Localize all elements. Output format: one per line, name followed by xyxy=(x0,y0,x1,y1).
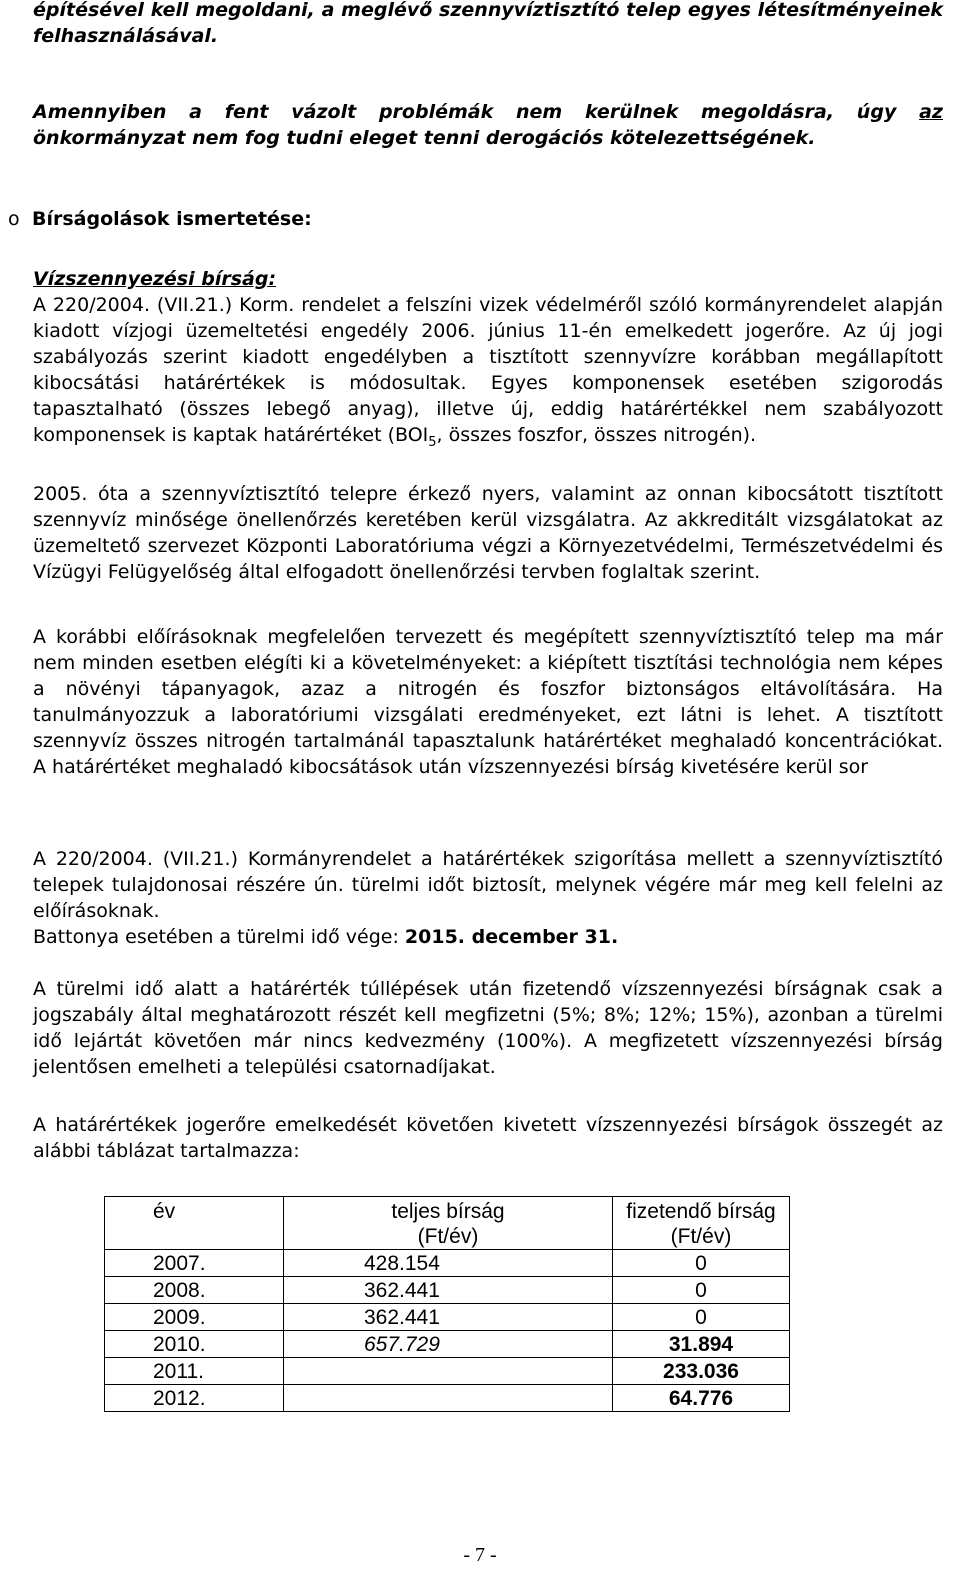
derogation-paragraph xyxy=(33,99,943,151)
cell-year: 2009. xyxy=(105,1304,284,1331)
table-row xyxy=(105,1250,790,1277)
fines-table xyxy=(104,1196,790,1412)
table-row xyxy=(105,1331,790,1358)
subsection-title: Vízszennyezési bírság: xyxy=(33,268,277,290)
table-row xyxy=(105,1385,790,1412)
table-row xyxy=(105,1277,790,1304)
cell-payable: 64.776 xyxy=(613,1385,790,1412)
cell-total xyxy=(284,1358,613,1385)
table-row xyxy=(105,1358,790,1385)
cell-year: 2012. xyxy=(105,1385,284,1412)
cell-payable: 233.036 xyxy=(613,1358,790,1385)
derogation-text-c: önkormányzat nem fog tudni eleget tenni derogációs kötelezettségének. xyxy=(33,127,816,149)
cell-year: 2007. xyxy=(105,1250,284,1277)
deadline-label: Battonya esetében a türelmi idő vége: xyxy=(33,926,405,948)
cell-year: 2011. xyxy=(105,1358,284,1385)
paragraph-monitoring: 2005. óta a szennyvíztisztító telepre érkező nyers, valamint az onnan kibocsátott tisztított szennyvíz minősége önellenőrzés keretében kerül vizsgálatra. Az akkreditált vizsgálatokat az üzemeltető szervezet Központi Laboratóriuma végzi a Környezetvédelmi, Természetvédelmi és Vízügyi Felügyelőség által elfogadott önellenőrzési tervben foglaltak szerint. xyxy=(33,483,943,583)
cell-total: 362.441 xyxy=(284,1277,613,1304)
subscript-five: 5 xyxy=(428,434,437,450)
intro-paragraph xyxy=(33,0,943,49)
cell-payable: 0 xyxy=(613,1250,790,1277)
cell-total: 657.729 xyxy=(284,1331,613,1358)
derogation-text-b: az xyxy=(919,101,943,123)
cell-year: 2010. xyxy=(105,1331,284,1358)
table-header-row xyxy=(105,1197,790,1250)
intro-text: építésével kell megoldani, a meglévő szennyvíztisztító telep egyes létesítményeinek felhasználásával. xyxy=(33,0,943,47)
paragraph-deadline xyxy=(33,924,943,950)
header-year: év xyxy=(105,1197,284,1250)
header-payable-fine: fizetendő bírság (Ft/év) xyxy=(613,1197,790,1250)
paragraph-regulation xyxy=(33,292,943,448)
section-heading xyxy=(8,206,312,232)
paragraph-grace-period: A 220/2004. (VII.21.) Kormányrendelet a határértékek szigorítása mellett a szennyvíztisztító telepek tulajdonosai részére ún. türelmi időt biztosít, melynek végére már meg kell felelni az előírásoknak. xyxy=(33,848,943,922)
derogation-text-a: Amennyiben a fent vázolt problémák nem kerülnek megoldásra, úgy xyxy=(33,101,920,123)
header-total-fine: teljes bírság (Ft/év) xyxy=(284,1197,613,1250)
cell-payable: 0 xyxy=(613,1277,790,1304)
cell-payable: 31.894 xyxy=(613,1331,790,1358)
section-title: Bírságolások ismertetése: xyxy=(32,208,312,230)
deadline-date: 2015. december 31. xyxy=(404,926,619,948)
table-row xyxy=(105,1304,790,1331)
paragraph-technology: A korábbi előírásoknak megfelelően tervezett és megépített szennyvíztisztító telep ma már nem minden esetben elégíti ki a követelményeket: a kiépített tisztítási technológia nem képes a növényi tápanyagok, azaz a nitrogén és foszfor biztonságos eltávolítására. Ha tanulmányozzuk a laboratóriumi vizsgálati eredményeket, ezt látni is lehet. A tisztított szennyvíz összes nitrogén tartalmánál tapasztalunk határértéket meghaladó koncentrációkat. A határértéket meghaladó kibocsátások után vízszennyezési bírság kivetésére kerül sor xyxy=(33,626,943,778)
cell-total xyxy=(284,1385,613,1412)
paragraph-regulation-text: A 220/2004. (VII.21.) Korm. rendelet a felszíni vizek védelméről szóló kormányrendelet alapján kiadott vízjogi üzemeltetési engedély 2006. június 11-én emelkedett jogerőre. Az új jogi szabályozás szerint kiadott engedélyben a tisztított szennyvízre korábban megállapított kibocsátási határértékek is módosultak. Egyes komponensek esetében szigorodás tapasztalható (összes lebegő anyag), illetve új, eddig határértékkel nem szabályozott komponensek is kaptak határértéket (BOI xyxy=(33,294,943,446)
cell-total: 428.154 xyxy=(284,1250,613,1277)
paragraph-fine-discount: A türelmi idő alatt a határérték túllépések után fizetendő vízszennyezési bírságnak csak a jogszabály által meghatározott részét kell megfizetni (5%; 8%; 12%; 15%), azonban a türelmi idő lejártát követően már nincs kedvezmény (100%). A megfizetett vízszennyezési bírság jelentősen emelheti a települési csatornadíjakat. xyxy=(33,978,943,1078)
cell-payable: 0 xyxy=(613,1304,790,1331)
cell-year: 2008. xyxy=(105,1277,284,1304)
page-number: - 7 - xyxy=(463,1544,497,1566)
cell-total: 362.441 xyxy=(284,1304,613,1331)
bullet-marker: o xyxy=(8,208,20,230)
paragraph-table-intro: A határértékek jogerőre emelkedését követően kivetett vízszennyezési bírságok összegét az alábbi táblázat tartalmazza: xyxy=(33,1114,943,1162)
paragraph-regulation-tail: , összes foszfor, összes nitrogén). xyxy=(436,424,757,446)
